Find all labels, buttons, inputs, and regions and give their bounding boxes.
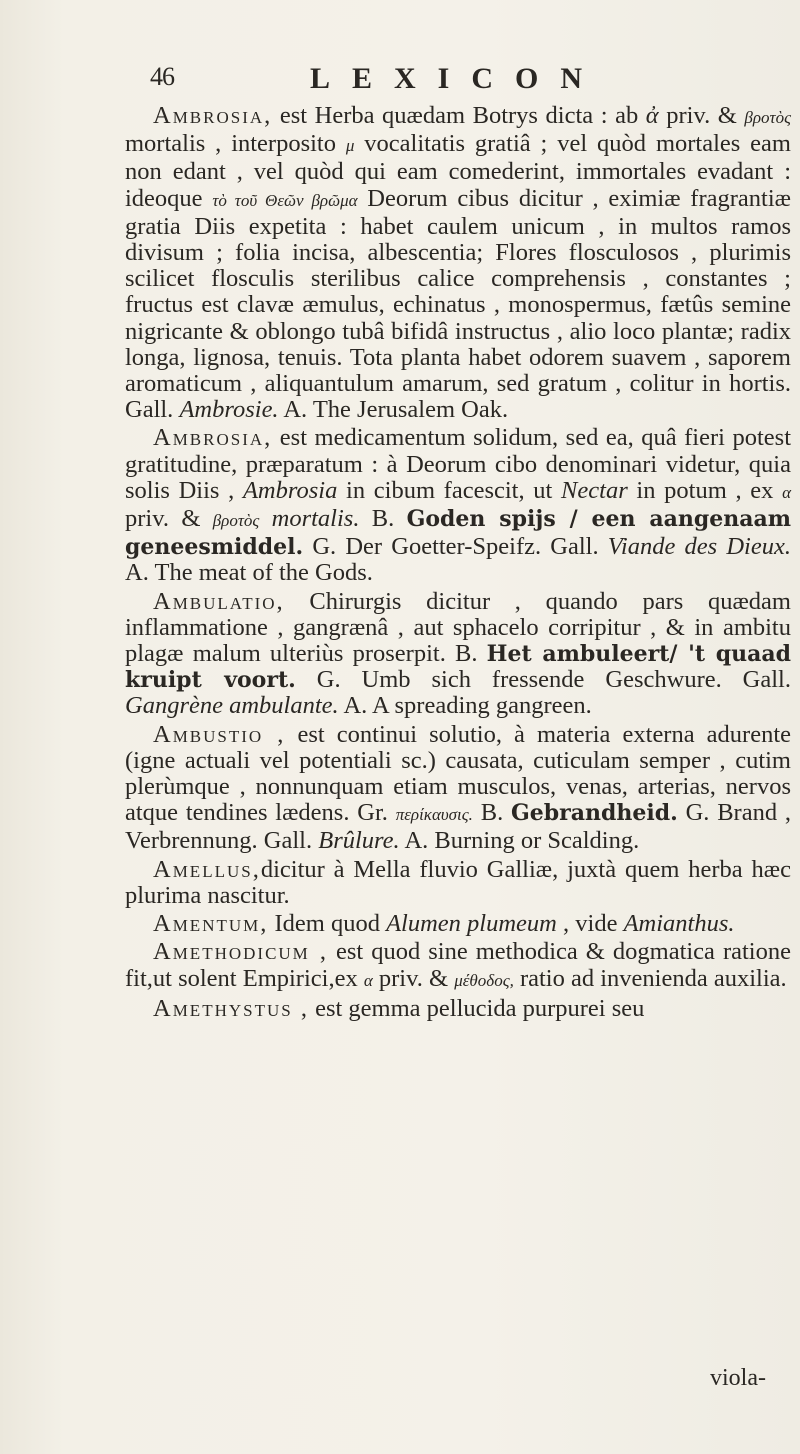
page-number: 46: [150, 62, 174, 91]
dutch-blackletter: Goden spijs / een aangenaam geneesmiddel.: [125, 506, 792, 561]
headword: Ambustio ,: [153, 720, 286, 748]
entry-amethystus: Amethystus , est gemma pellucida purpurei seu: [153, 994, 645, 1022]
headword: Ambrosia,: [153, 424, 273, 452]
headword: Ambrosia,: [153, 102, 273, 129]
french-term: Viande des Dieux.: [607, 533, 791, 561]
french-term: Ambrosie.: [179, 396, 279, 424]
running-head: LEXICON: [310, 62, 605, 95]
headword: Amentum,: [153, 910, 269, 938]
entry-amethodicum: Amethodicum , est quod sine methodica & dogmatica ratione fit,ut solent Empirici,ex α priv. & μέθοδος, ratio ad invenienda auxilia.: [125, 938, 791, 992]
greek-term: βροτὸς: [744, 108, 791, 127]
greek-mu: μ: [345, 136, 355, 156]
greek-term: περίκαυσις.: [395, 805, 473, 825]
greek-alpha: α: [363, 970, 373, 990]
catchword: viola-: [710, 1365, 766, 1391]
latin-term: Ambrosia: [242, 476, 338, 504]
entry-amellus: Amellus,dicitur à Mella fluvio Galliæ, juxtà quem herba hæc plurima nascitur.: [125, 855, 791, 909]
headword: Ambulatio,: [153, 587, 285, 615]
entry-ambrosia-medicament: Ambrosia, est medicamentum solidum, sed ea, quâ fieri potest gratitudine, præparatum : à Deorum cibo denominari videtur, quia solis Diis , Ambrosia in cibum facescit, ut Nectar in potum , ex α priv. & βροτὸς mortalis. B. Goden spijs / een aangenaam geneesmiddel. G. Der Goetter-Speifz. Gall. Viande des Dieux. A. The meat of the Gods.: [125, 424, 792, 587]
latin-term: Alumen plumeum: [386, 910, 557, 938]
headword: Amethystus ,: [153, 994, 309, 1022]
entry-ambulatio: Ambulatio, Chirurgis dicitur , quando pars quædam inflammatione , gangrænâ , aut sphacelo corripitur , & in ambitu plagæ malum ulteriùs proserpit. B. Het ambuleert/ 't quaad kruipt voort. G. Umb sich fressende Geschwure. Gall. Gangrène ambulante. A. A spreading gangreen.: [125, 587, 791, 720]
entry-ambustio: Ambustio , est continui solutio, à materia externa adurente (igne actuali vel potentiali sc.) causata, cuticulam semper , cutim plerùmque , nonnunquam etiam musculos, venas, arterias, nervos atque tendines lædens. Gr. περίκαυσις. B. Gebrandheid. G. Brand , Verbrennung. Gall. Brûlure. A. Burning or Scalding.: [125, 720, 792, 855]
latin-term: mortalis.: [271, 505, 360, 533]
headword: Amethodicum ,: [153, 938, 328, 966]
latin-term: Nectar: [561, 476, 628, 504]
greek-term: τὸ τοῦ Θεῶν βρῶμα: [212, 190, 358, 210]
headword: Amellus,: [153, 855, 261, 883]
french-term: Gangrène ambulante.: [125, 692, 339, 720]
dutch-blackletter: Gebrandheid.: [511, 800, 678, 827]
greek-alpha: ἀ: [645, 102, 659, 129]
cross-reference: Amianthus.: [623, 910, 735, 938]
french-term: Brûlure.: [318, 827, 400, 855]
entry-ambrosia-herb: Ambrosia, est Herba quædam Botrys dicta : ab ἀ priv. & βροτὸς mortalis , interposito μ vocalitatis gratiâ ; vel quòd mortales eam non edant , vel quòd qui eam comederint, immortales evadant : ideoque τὸ τοῦ Θεῶν βρῶμα Deorum cibus dicitur , eximiæ fragrantiæ gratia Diis expetita : habet caulem unicum , in multos ramos divisum ; folia incisa, albescentia; Flores flosculosos , plurimis scilicet flosculis sterilibus calice comprehensis , constantes ; fructus est clavæ æmulus, echinatus , monospermus, fætûs semine nigricante & oblongo tubâ bifidâ instructus , alio loco plantæ; radix longa, lignosa, tenuis. Tota planta habet odorem suavem , saporem aromaticum , aliquantulum amarum, sed gratum , colitur in hortis. Gall. Ambrosie. A. The Jerusalem Oak.: [125, 102, 791, 424]
entry-amentum: Amentum, Idem quod Alumen plumeum , vide Amianthus.: [153, 910, 735, 938]
dutch-blackletter: Het ambuleert/ 't quaad kruipt voort.: [125, 641, 791, 694]
page-header: [150, 62, 670, 102]
greek-term: βροτὸς: [212, 511, 260, 531]
lexicon-text: [125, 103, 791, 1024]
greek-alpha: α: [782, 482, 792, 502]
greek-term: μέθοδος,: [454, 970, 514, 990]
